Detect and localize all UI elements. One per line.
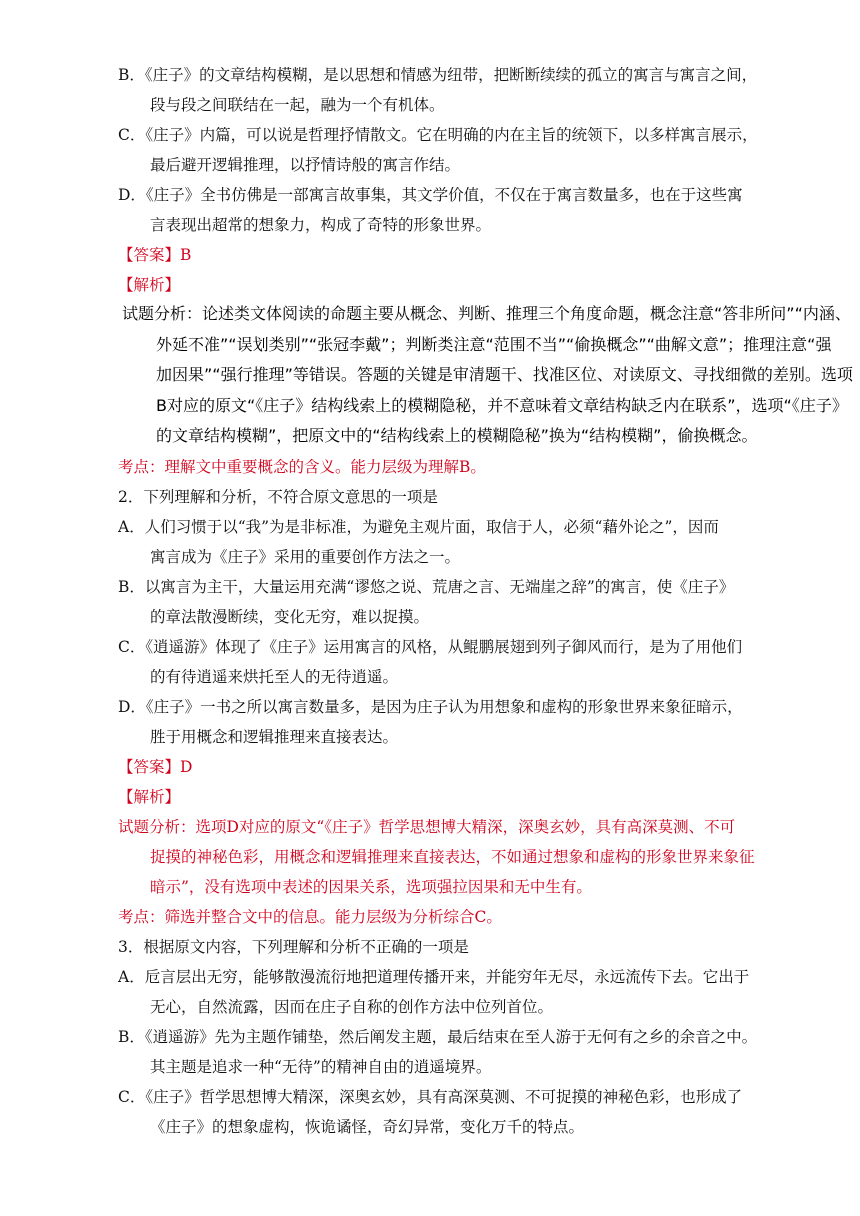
q2-option-b-line1: B．以寓言为主干，大量运用充满“谬悠之说、荒唐之言、无端崖之辞”的寓言，使《庄子》 bbox=[118, 578, 735, 596]
q2-option-d-line1: D．《庄子》一书之所以寓言数量多，是因为庄子认为用想象和虚构的形象世界来象征暗示， bbox=[118, 698, 743, 716]
q3-option-c-line1: C．《庄子》哲学思想博大精深，深奥玄妙，具有高深莫测、不可捉摸的神秘色彩，也形成了 bbox=[118, 1088, 743, 1106]
q2-analysis-line2: 捉摸的神秘色彩，用概念和逻辑推理来直接表达，不如通过想象和虚构的形象世界来象征 bbox=[150, 848, 755, 866]
q1-option-b-line1: B．《庄子》的文章结构模糊，是以思想和情感为纽带，把断断续续的孤立的寓言与寓言之间， bbox=[118, 66, 758, 84]
q1-analysis-line1: 试题分析：论述类文体阅读的命题主要从概念、判断、推理三个角度命题，概念注意“答非所问”“内涵、 bbox=[122, 304, 851, 323]
q1-option-c-line2: 最后避开逻辑推理，以抒情诗般的寓言作结。 bbox=[150, 156, 461, 174]
q3-option-b-line1: B．《逍遥游》先为主题作铺垫，然后阐发主题，最后结束在至人游于无何有之乡的余音之中。 bbox=[118, 1028, 758, 1046]
q2-kaodian: 考点：筛选并整合文中的信息。能力层级为分析综合C。 bbox=[118, 908, 502, 926]
q1-option-d-line2: 言表现出超常的想象力，构成了奇特的形象世界。 bbox=[150, 216, 492, 234]
q1-option-c-line1: C．《庄子》内篇，可以说是哲理抒情散文。它在明确的内在主旨的统领下，以多样寓言展示， bbox=[118, 126, 758, 144]
q3-option-a-line2: 无心，自然流露，因而在庄子自称的创作方法中位列首位。 bbox=[150, 998, 554, 1016]
q2-option-a-line2: 寓言成为《庄子》采用的重要创作方法之一。 bbox=[150, 548, 461, 566]
q3-option-c-line2: 《庄子》的想象虚构，恢诡谲怪，奇幻异常，变化万千的特点。 bbox=[150, 1118, 585, 1136]
q2-option-c-line1: C．《逍遥游》体现了《庄子》运用寓言的风格，从鲲鹏展翅到列子御风而行，是为了用他们 bbox=[118, 638, 743, 656]
q2-option-d-line2: 胜于用概念和逻辑推理来直接表达。 bbox=[150, 728, 399, 746]
q1-analysis-line4: B对应的原文“《庄子》结构线索上的模糊隐秘，并不意味着文章结构缺乏内在联系”，选项“《庄子》 bbox=[156, 396, 848, 415]
q1-analysis-line3: 加因果”“强行推理”等错误。答题的关键是审清题干、找准区位、对读原文、寻找细微的差别。选项 bbox=[156, 365, 853, 384]
q2-option-c-line2: 的有待逍遥来烘托至人的无待逍遥。 bbox=[150, 668, 399, 686]
q3-stem: 3．根据原文内容，下列理解和分析不正确的一项是 bbox=[118, 938, 469, 956]
q1-answer: 【答案】B bbox=[118, 246, 192, 264]
q2-option-a-line1: A．人们习惯于以“我”为是非标准，为避免主观片面，取信于人，必须“藉外论之”，因而 bbox=[118, 518, 719, 536]
q1-option-d-line1: D．《庄子》全书仿佛是一部寓言故事集，其文学价值，不仅在于寓言数量多，也在于这些寓 bbox=[118, 186, 743, 204]
q1-analysis-line5: 的文章结构模糊”，把原文中的“结构线索上的模糊隐秘”换为“结构模糊”，偷换概念。 bbox=[156, 426, 758, 445]
q2-analysis-label: 【解析】 bbox=[118, 788, 181, 806]
q3-option-a-line1: A．卮言层出无穷，能够散漫流衍地把道理传播开来，并能穷年无尽，永远流传下去。它出于 bbox=[118, 968, 750, 986]
q2-option-b-line2: 的章法散漫断续，变化无穷，难以捉摸。 bbox=[150, 608, 430, 626]
q1-analysis-line2: 外延不准”“误划类别”“张冠李戴”；判断类注意“范围不当”“偷换概念”“曲解文意”；推理注意“强 bbox=[156, 335, 832, 354]
q1-option-b-line2: 段与段之间联结在一起，融为一个有机体。 bbox=[150, 96, 445, 114]
q2-analysis-line3: 暗示”，没有选项中表述的因果关系，选项强拉因果和无中生有。 bbox=[150, 878, 592, 896]
q2-answer: 【答案】D bbox=[118, 758, 193, 776]
q1-analysis-label: 【解析】 bbox=[118, 276, 181, 294]
q3-option-b-line2: 其主题是追求一种“无待”的精神自由的逍遥境界。 bbox=[150, 1058, 492, 1076]
q2-stem: 2．下列理解和分析，不符合原文意思的一项是 bbox=[118, 488, 438, 506]
q2-analysis-line1: 试题分析：选项D对应的原文“《庄子》哲学思想博大精深，深奥玄妙，具有高深莫测、不可 bbox=[118, 818, 736, 836]
q1-kaodian: 考点：理解文中重要概念的含义。能力层级为理解B。 bbox=[118, 458, 486, 476]
